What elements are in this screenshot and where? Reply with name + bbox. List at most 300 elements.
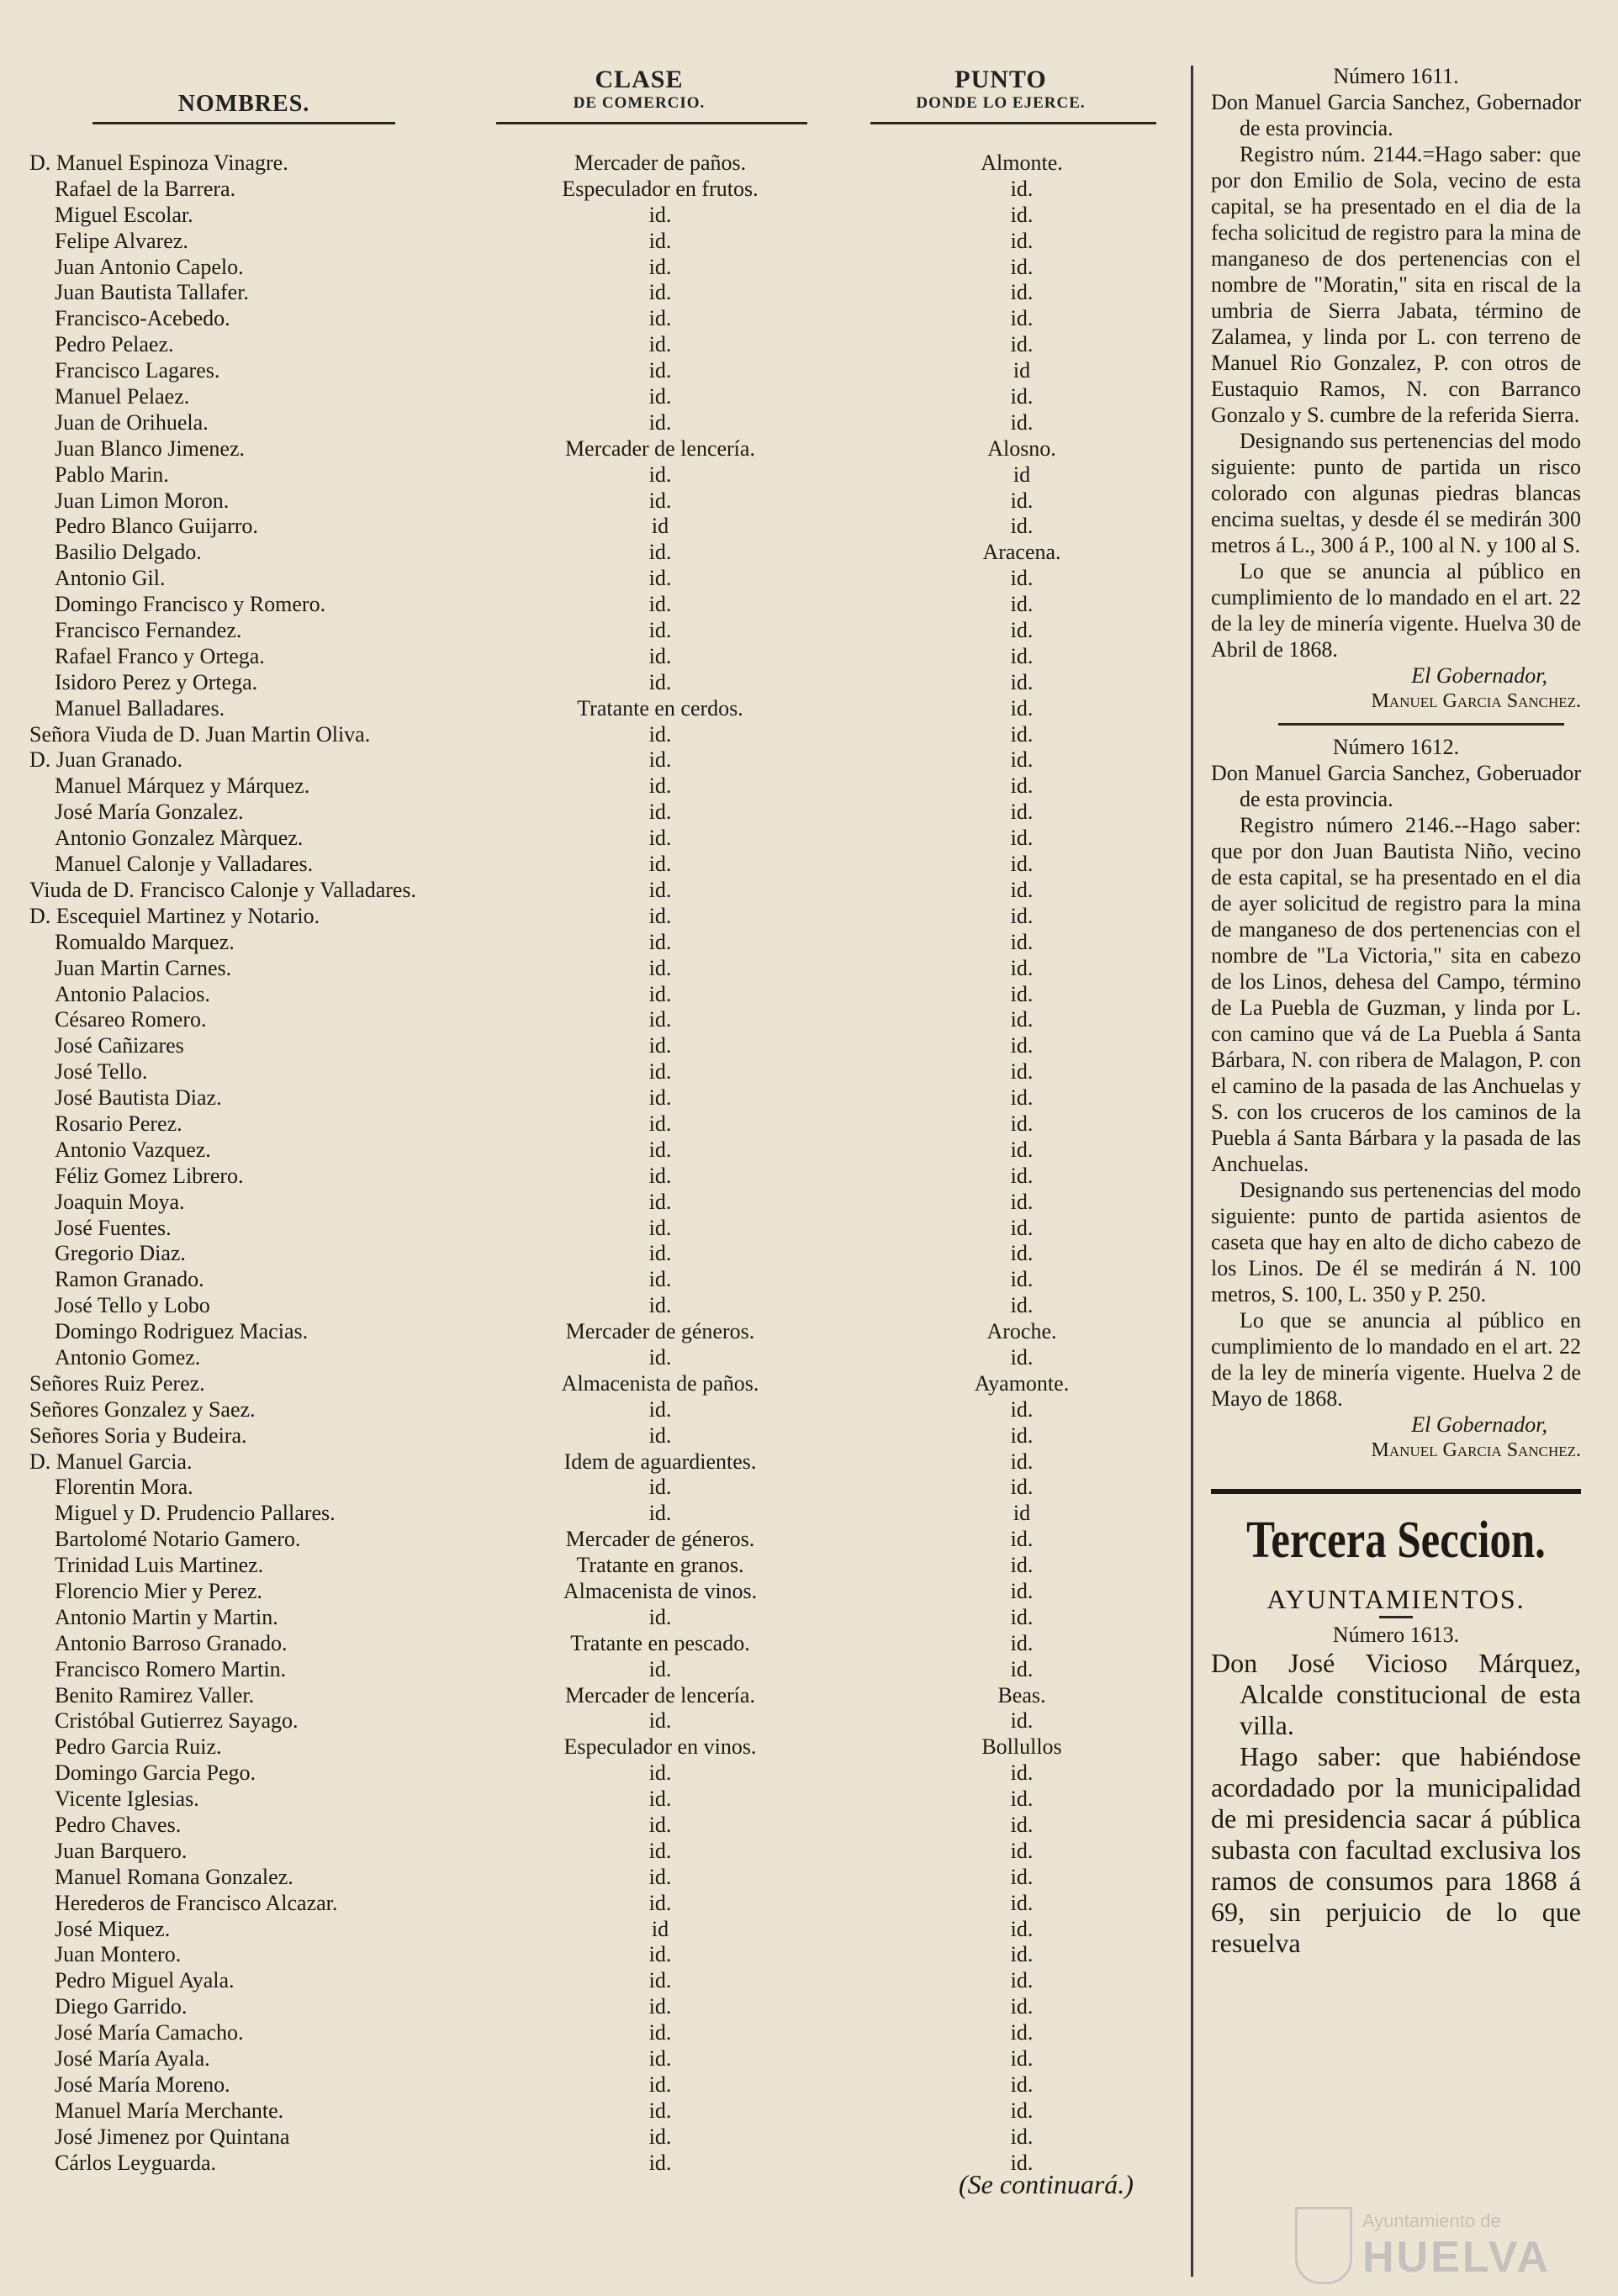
cell-name: D. Escequiel Martinez y Notario. xyxy=(29,903,320,928)
cell-punto: id. xyxy=(1010,228,1034,253)
table-row xyxy=(29,2124,1177,2151)
table-row xyxy=(29,592,1177,618)
table-row xyxy=(29,930,1177,956)
cell-name: Manuel Calonje y Valladares. xyxy=(55,852,314,877)
cell-punto: id. xyxy=(1010,1813,1034,1837)
cell-clase: id. xyxy=(648,1968,672,1993)
table-row xyxy=(29,1657,1177,1683)
cell-name: Florencio Mier y Perez. xyxy=(55,1578,262,1603)
table-row xyxy=(29,1891,1177,1917)
cell-name: Benito Ramirez Valler. xyxy=(55,1682,255,1707)
cell-punto: id. xyxy=(1010,981,1034,1006)
cell-name: Juan Bautista Tallafer. xyxy=(55,280,249,305)
cell-name: Manuel Balladares. xyxy=(55,695,225,720)
cell-punto: id. xyxy=(1010,384,1034,409)
notice-1612-body-3: Lo que se anuncia al público en cumplimiento de lo mandado en el art. 22 de la ley de minería vigente. Huelva 2 de Mayo de 1868. xyxy=(1211,1308,1581,1411)
shield-icon xyxy=(1295,2207,1352,2284)
cell-punto: id. xyxy=(1010,903,1034,928)
table-row xyxy=(29,150,1177,177)
table-row xyxy=(29,229,1177,255)
cell-name: Felipe Alvarez. xyxy=(55,228,188,253)
table-row xyxy=(29,696,1177,722)
cell-punto: id. xyxy=(1010,1994,1034,2019)
table-row xyxy=(29,1319,1177,1345)
cell-name: Domingo Garcia Pego. xyxy=(55,1760,256,1786)
table-row xyxy=(29,462,1177,488)
notice-1611-body-2: Designando sus pertenencias del modo siguiente: punto de partida un risco colorado con algunas piedras blancas encima sueltas, y desde él se medirán 300 metros á L., 300 á P., 100 al N. y 100 al S. xyxy=(1211,429,1581,557)
table-row xyxy=(29,1968,1177,1994)
cell-clase: id. xyxy=(648,1787,672,1812)
table-row xyxy=(29,1241,1177,1267)
cell-clase: id. xyxy=(648,2020,672,2045)
cell-clase: Mercader de lencería. xyxy=(565,1682,755,1707)
cell-clase: id. xyxy=(648,462,672,487)
cell-clase: id. xyxy=(648,1864,672,1889)
table-row xyxy=(29,1865,1177,1891)
table-row xyxy=(29,826,1177,852)
table-row xyxy=(29,904,1177,930)
cell-punto: id. xyxy=(1010,2098,1034,2123)
cell-name: Juan Antonio Capelo. xyxy=(55,254,244,279)
notice-1612-signature-title: El Gobernador, xyxy=(1411,1412,1547,1437)
cell-punto: id. xyxy=(1010,1968,1034,1993)
cell-clase: id. xyxy=(648,540,672,565)
table-row xyxy=(29,1839,1177,1865)
cell-punto: id. xyxy=(1010,409,1034,435)
cell-name: Miguel y D. Prudencio Pallares. xyxy=(55,1501,336,1526)
table-row xyxy=(29,1164,1177,1190)
cell-punto: id. xyxy=(1010,488,1034,513)
cell-punto: id. xyxy=(1010,592,1034,617)
table-row xyxy=(29,1760,1177,1787)
table-row xyxy=(29,1449,1177,1475)
notice-separator xyxy=(1278,723,1564,726)
cell-name: Gregorio Diaz. xyxy=(55,1241,186,1266)
cell-clase: id. xyxy=(648,254,672,279)
table-row xyxy=(29,618,1177,644)
table-row xyxy=(29,358,1177,384)
cell-clase: id. xyxy=(648,1942,672,1967)
cell-name: José María Camacho. xyxy=(55,2020,244,2045)
table-row xyxy=(29,670,1177,696)
table-row xyxy=(29,773,1177,800)
cell-punto: id xyxy=(1013,1501,1031,1526)
table-row xyxy=(29,1059,1177,1085)
notice-1611-signature: Manuel Garcia Sanchez. xyxy=(1371,690,1581,712)
cell-name: Juan Montero. xyxy=(55,1942,182,1967)
table-row xyxy=(29,1631,1177,1657)
cell-name: Manuel Pelaez. xyxy=(55,384,190,409)
merchant-table xyxy=(29,150,1177,2176)
cell-name: José Cañizares xyxy=(55,1033,184,1058)
cell-punto: id. xyxy=(1010,1890,1034,1915)
table-row xyxy=(29,1033,1177,1059)
cell-punto: id. xyxy=(1010,566,1034,591)
section-rule xyxy=(1211,1489,1581,1494)
cell-clase: id xyxy=(651,514,669,539)
cell-name: Antonio Gonzalez Màrquez. xyxy=(55,826,304,851)
header-rule-clase xyxy=(496,122,807,124)
cell-punto: Alosno. xyxy=(987,435,1056,461)
cell-punto: id. xyxy=(1010,1604,1034,1629)
cell-clase: id. xyxy=(648,747,672,773)
cell-clase: id. xyxy=(648,903,672,928)
cell-clase: id xyxy=(651,1916,669,1941)
cell-punto: id. xyxy=(1010,2124,1034,2149)
cell-name: José Bautista Diaz. xyxy=(55,1085,222,1111)
notice-1611-heading: Don Manuel Garcia Sanchez, Gobernador de esta provincia. xyxy=(1211,90,1581,140)
cell-clase: id. xyxy=(648,228,672,253)
cell-name: Cárlos Leyguarda. xyxy=(55,2150,217,2175)
cell-punto: id. xyxy=(1010,1007,1034,1032)
table-row xyxy=(29,1708,1177,1734)
cell-clase: id. xyxy=(648,202,672,227)
table-row xyxy=(29,956,1177,982)
table-row xyxy=(29,280,1177,306)
notice-1611-body-3: Lo que se anuncia al público en cumplimiento de lo mandado en el art. 22 de la ley de minería vigente. Huelva 30 de Abril de 1868. xyxy=(1211,559,1581,662)
cell-clase: id. xyxy=(648,488,672,513)
cell-punto: id. xyxy=(1010,800,1034,825)
cell-clase: id. xyxy=(648,929,672,954)
cell-name: Vicente Iglesias. xyxy=(55,1787,199,1812)
cell-punto: id. xyxy=(1010,2046,1034,2072)
cell-name: Antonio Gil. xyxy=(55,566,166,591)
cell-punto: id. xyxy=(1010,202,1034,227)
cell-name: Herederos de Francisco Alcazar. xyxy=(55,1890,338,1915)
table-row xyxy=(29,1994,1177,2020)
cell-name: José María Ayala. xyxy=(55,2046,210,2072)
table-row xyxy=(29,1917,1177,1943)
cell-punto: id. xyxy=(1010,1787,1034,1812)
watermark-small: Ayuntamiento de xyxy=(1362,2210,1501,2231)
table-row xyxy=(29,1267,1177,1293)
cell-punto: id. xyxy=(1010,176,1034,201)
cell-punto: id. xyxy=(1010,877,1034,902)
cell-punto: Ayamonte. xyxy=(974,1370,1070,1396)
cell-clase: id. xyxy=(648,1838,672,1863)
cell-name: Pablo Marin. xyxy=(55,462,169,487)
notice-1611-signature-title: El Gobernador, xyxy=(1411,663,1547,688)
cell-clase: id. xyxy=(648,1267,672,1292)
notice-1613-body: Hago saber: que habiéndose acordadado por la municipalidad de mi presidencia sacar á pública subasta con facultad exclusiva los ramos de consumos para 1868 á 69, sin perjuicio de lo que resuelva xyxy=(1211,1741,1581,1958)
table-row xyxy=(29,566,1177,592)
table-row xyxy=(29,410,1177,436)
cell-punto: id. xyxy=(1010,514,1034,539)
cell-clase: id. xyxy=(648,1163,672,1188)
table-row xyxy=(29,1579,1177,1605)
table-row xyxy=(29,1553,1177,1579)
cell-name: José María Moreno. xyxy=(55,2072,230,2097)
cell-punto: id. xyxy=(1010,1059,1034,1085)
cell-punto: id. xyxy=(1010,721,1034,747)
header-nombres: NOMBRES. xyxy=(177,91,310,117)
table-row xyxy=(29,722,1177,748)
cell-clase: id. xyxy=(648,1475,672,1500)
cell-clase: id. xyxy=(648,1604,672,1629)
cell-name: Pedro Chaves. xyxy=(55,1813,182,1837)
section-title: Tercera Seccion. xyxy=(1246,1512,1546,1569)
table-row xyxy=(29,384,1177,410)
cell-punto: id. xyxy=(1010,1293,1034,1318)
cell-name: Manuel María Merchante. xyxy=(55,2098,284,2123)
cell-clase: id. xyxy=(648,1344,672,1370)
cell-clase: id. xyxy=(648,2150,672,2175)
cell-punto: id. xyxy=(1010,1475,1034,1500)
cell-clase: id. xyxy=(648,1241,672,1266)
cell-punto: id. xyxy=(1010,1396,1034,1422)
notice-1612-signature: Manuel Garcia Sanchez. xyxy=(1371,1439,1581,1461)
cell-name: Cristóbal Gutierrez Sayago. xyxy=(55,1708,299,1734)
cell-punto: id. xyxy=(1010,1578,1034,1603)
table-row xyxy=(29,1137,1177,1164)
table-row xyxy=(29,1423,1177,1449)
cell-clase: id. xyxy=(648,1813,672,1837)
cell-name: Señores Soria y Budeira. xyxy=(29,1422,247,1448)
cell-punto: id. xyxy=(1010,1449,1034,1474)
cell-punto: id. xyxy=(1010,1344,1034,1370)
cell-name: Antonio Martin y Martin. xyxy=(55,1604,278,1629)
cell-clase: id. xyxy=(648,1760,672,1786)
cell-punto: id. xyxy=(1010,1553,1034,1578)
cell-punto: id. xyxy=(1010,1838,1034,1863)
cell-punto: id. xyxy=(1010,643,1034,668)
cell-punto: id. xyxy=(1010,1942,1034,1967)
table-row xyxy=(29,852,1177,878)
cell-name: Manuel Márquez y Márquez. xyxy=(55,773,310,799)
cell-name: Domingo Francisco y Romero. xyxy=(55,592,326,617)
table-row xyxy=(29,2098,1177,2124)
cell-clase: id. xyxy=(648,1033,672,1058)
table-row xyxy=(29,1293,1177,1319)
cell-name: Pedro Garcia Ruiz. xyxy=(55,1734,222,1760)
cell-punto: Aroche. xyxy=(986,1319,1057,1344)
table-row xyxy=(29,2020,1177,2046)
cell-clase: id. xyxy=(648,1059,672,1085)
table-row xyxy=(29,1007,1177,1033)
cell-clase: id. xyxy=(648,1656,672,1681)
cell-punto: id. xyxy=(1010,1527,1034,1552)
cell-clase: id. xyxy=(648,877,672,902)
cell-clase: id. xyxy=(648,1422,672,1448)
cell-punto: id. xyxy=(1010,852,1034,877)
cell-punto: id. xyxy=(1010,2020,1034,2045)
cell-punto: id. xyxy=(1010,695,1034,720)
cell-clase: Almacenista de paños. xyxy=(561,1370,759,1396)
cell-name: Juan Limon Moron. xyxy=(55,488,230,513)
cell-name: Antonio Gomez. xyxy=(55,1344,201,1370)
cell-clase: id. xyxy=(648,332,672,357)
cell-clase: id. xyxy=(648,358,672,383)
header-punto: PUNTO DONDE LO EJERCE. xyxy=(916,66,1086,112)
table-row xyxy=(29,540,1177,566)
cell-punto: id. xyxy=(1010,1137,1034,1162)
cell-clase: id. xyxy=(648,2046,672,2072)
cell-punto: id. xyxy=(1010,306,1034,331)
cell-clase: Mercader de géneros. xyxy=(565,1319,755,1344)
table-row xyxy=(29,1190,1177,1216)
cell-punto: id. xyxy=(1010,2072,1034,2097)
cell-clase: id. xyxy=(648,800,672,825)
cell-clase: id. xyxy=(648,1293,672,1318)
cell-name: Domingo Rodriguez Macias. xyxy=(55,1319,309,1344)
cell-name: Juan de Orihuela. xyxy=(55,409,209,435)
notice-1612-body-2: Designando sus pertenencias del modo siguiente: punto de partida asientos de caseta que hay en alto de dicho cabezo de los Linos. De él se medirán á N. 100 metros, S. 100, L. 350 y P. 250. xyxy=(1211,1178,1581,1306)
notice-1611-body: Registro núm. 2144.=Hago saber: que por don Emilio de Sola, vecino de esta capital, se ha presentado en el dia de la fecha solicitud de registro para la mina de manganeso de dos pertenencias con el nombre de "Moratin," sita en riscal de la umbria de Sierra Jabata, término de Zalamea, y linda por L. con terreno de Manuel Rio Gonzalez, P. con otros de Eustaquio Ramos, N. con Barranco Gonzalo y S. cumbre de la referida Sierra. xyxy=(1211,142,1581,427)
cell-name: José Jimenez por Quintana xyxy=(55,2124,290,2149)
header-rule-punto xyxy=(870,122,1156,124)
cell-punto: id. xyxy=(1010,1033,1034,1058)
cell-punto: Aracena. xyxy=(982,540,1061,565)
cell-clase: Mercader de géneros. xyxy=(565,1527,755,1552)
cell-name: Miguel Escolar. xyxy=(55,202,193,227)
table-row xyxy=(29,177,1177,203)
table-row xyxy=(29,1397,1177,1423)
cell-name: Féliz Gomez Librero. xyxy=(55,1163,244,1188)
cell-name: Basilio Delgado. xyxy=(55,540,202,565)
cell-clase: id. xyxy=(648,981,672,1006)
cell-clase: id. xyxy=(648,2098,672,2123)
cell-name: Antonio Palacios. xyxy=(55,981,210,1006)
cell-punto: id. xyxy=(1010,1085,1034,1111)
table-row xyxy=(29,747,1177,773)
table-row xyxy=(29,1501,1177,1527)
cell-clase: id. xyxy=(648,1215,672,1240)
table-row xyxy=(29,1683,1177,1709)
cell-name: Viuda de D. Francisco Calonje y Valladares. xyxy=(29,877,417,902)
cell-name: Isidoro Perez y Ortega. xyxy=(55,669,258,694)
cell-clase: Especulador en frutos. xyxy=(562,176,759,201)
cell-punto: id. xyxy=(1010,955,1034,980)
cell-punto: id xyxy=(1013,462,1031,487)
cell-name: José Tello y Lobo xyxy=(55,1293,210,1318)
cell-clase: Mercader de lencería. xyxy=(565,435,755,461)
table-row xyxy=(29,1787,1177,1813)
notice-1613-heading: Don José Vicioso Márquez, Alcalde constitucional de esta villa. xyxy=(1211,1648,1581,1740)
cell-punto: id. xyxy=(1010,1111,1034,1136)
cell-name: José Miquez. xyxy=(55,1916,171,1941)
cell-name: Trinidad Luis Martinez. xyxy=(55,1553,264,1578)
cell-name: Pedro Miguel Ayala. xyxy=(55,1968,235,1993)
cell-name: José Tello. xyxy=(55,1059,148,1085)
cell-clase: id. xyxy=(648,618,672,643)
cell-name: Diego Garrido. xyxy=(55,1994,188,2019)
cell-punto: id. xyxy=(1010,1630,1034,1655)
cell-punto: id. xyxy=(1010,1267,1034,1292)
cell-punto: id. xyxy=(1010,1708,1034,1734)
cell-punto: id. xyxy=(1010,1760,1034,1786)
cell-clase: Tratante en pescado. xyxy=(570,1630,750,1655)
cell-clase: id. xyxy=(648,2124,672,2149)
notice-1612-body: Registro número 2146.--Hago saber: que por don Juan Bautista Niño, vecino de esta capital, se ha presentado en el dia de ayer solicitud de registro para la mina de manganeso de dos pertenencias con el nombre de "La Victoria," sita en cabezo de los Linos, dehesa del Campo, término de La Puebla de Guzman, y linda por L. con camino que vá de La Puebla á Santa Bárbara, N. con ribera de Malagon, P. con el camino de la pasada de las Anchuelas y S. con los cruceros de los caminos de la Puebla á Santa Bárbara y la pasada de las Anchuelas. xyxy=(1211,813,1581,1176)
cell-clase: id. xyxy=(648,306,672,331)
cell-punto: id. xyxy=(1010,1189,1034,1214)
watermark-large: HUELVA xyxy=(1362,2233,1552,2282)
cell-name: Joaquin Moya. xyxy=(55,1189,185,1214)
cell-name: Ramon Granado. xyxy=(55,1267,204,1292)
cell-name: Señores Gonzalez y Saez. xyxy=(29,1396,256,1422)
table-row xyxy=(29,1371,1177,1397)
table-row xyxy=(29,1475,1177,1501)
table-row xyxy=(29,436,1177,462)
cell-clase: id. xyxy=(648,1085,672,1111)
cell-punto: Beas. xyxy=(997,1682,1046,1707)
cell-name: Señora Viuda de D. Juan Martin Oliva. xyxy=(29,721,371,747)
cell-punto: id. xyxy=(1010,747,1034,773)
cell-name: Rafael de la Barrera. xyxy=(55,176,236,201)
cell-name: José María Gonzalez. xyxy=(55,800,244,825)
cell-clase: id. xyxy=(648,773,672,799)
cell-punto: id. xyxy=(1010,826,1034,851)
cell-clase: id. xyxy=(648,1111,672,1136)
cell-name: Francisco-Acebedo. xyxy=(55,306,230,331)
cell-clase: Mercader de paños. xyxy=(574,150,747,175)
cell-clase: id. xyxy=(648,566,672,591)
table-row xyxy=(29,1085,1177,1111)
table-row xyxy=(29,203,1177,229)
cell-name: Francisco Fernandez. xyxy=(55,618,242,643)
table-row xyxy=(29,488,1177,515)
table-row xyxy=(29,644,1177,670)
table-row xyxy=(29,800,1177,826)
cell-clase: id. xyxy=(648,669,672,694)
header-clase: CLASE DE COMERCIO. xyxy=(573,66,706,112)
cell-name: Pedro Blanco Guijarro. xyxy=(55,514,258,539)
cell-name: Antonio Vazquez. xyxy=(55,1137,211,1162)
cell-name: Juan Martin Carnes. xyxy=(55,955,232,980)
table-row xyxy=(29,332,1177,358)
cell-clase: id. xyxy=(648,384,672,409)
table-row xyxy=(29,1527,1177,1553)
cell-clase: Tratante en cerdos. xyxy=(577,695,743,720)
cell-name: Antonio Barroso Granado. xyxy=(55,1630,288,1655)
cell-punto: id. xyxy=(1010,1241,1034,1266)
cell-clase: Especulador en vinos. xyxy=(563,1734,757,1760)
cell-name: Rosario Perez. xyxy=(55,1111,182,1136)
right-column xyxy=(1211,63,1581,1959)
cell-clase: id. xyxy=(648,1189,672,1214)
cell-clase: id. xyxy=(648,1501,672,1526)
cell-punto: id. xyxy=(1010,254,1034,279)
cell-clase: id. xyxy=(648,1708,672,1734)
cell-clase: id. xyxy=(648,280,672,305)
cell-name: D. Manuel Garcia. xyxy=(29,1449,193,1474)
cell-clase: id. xyxy=(648,592,672,617)
cell-name: Césareo Romero. xyxy=(55,1007,207,1032)
cell-clase: id. xyxy=(648,852,672,877)
ayuntamientos-heading: AYUNTAMIENTOS. xyxy=(1266,1584,1525,1614)
cell-clase: id. xyxy=(648,1007,672,1032)
notice-1611-number: Número 1611. xyxy=(1333,64,1459,88)
cell-name: Bartolomé Notario Gamero. xyxy=(55,1527,301,1552)
cell-clase: id. xyxy=(648,643,672,668)
header-rule-nombres xyxy=(93,122,395,124)
table-row xyxy=(29,306,1177,332)
cell-name: D. Manuel Espinoza Vinagre. xyxy=(29,150,288,175)
cell-clase: id. xyxy=(648,1994,672,2019)
table-row xyxy=(29,2072,1177,2098)
watermark-logo xyxy=(1295,2207,1581,2283)
cell-clase: id. xyxy=(648,1137,672,1162)
cell-punto: id. xyxy=(1010,1864,1034,1889)
cell-clase: Tratante en granos. xyxy=(576,1553,744,1578)
table-row xyxy=(29,1605,1177,1631)
cell-punto: id. xyxy=(1010,1163,1034,1188)
cell-name: Francisco Lagares. xyxy=(55,358,220,383)
table-row xyxy=(29,1942,1177,1968)
cell-name: Pedro Pelaez. xyxy=(55,332,174,357)
table-row xyxy=(29,1111,1177,1137)
notice-1612-number: Número 1612. xyxy=(1332,735,1460,759)
